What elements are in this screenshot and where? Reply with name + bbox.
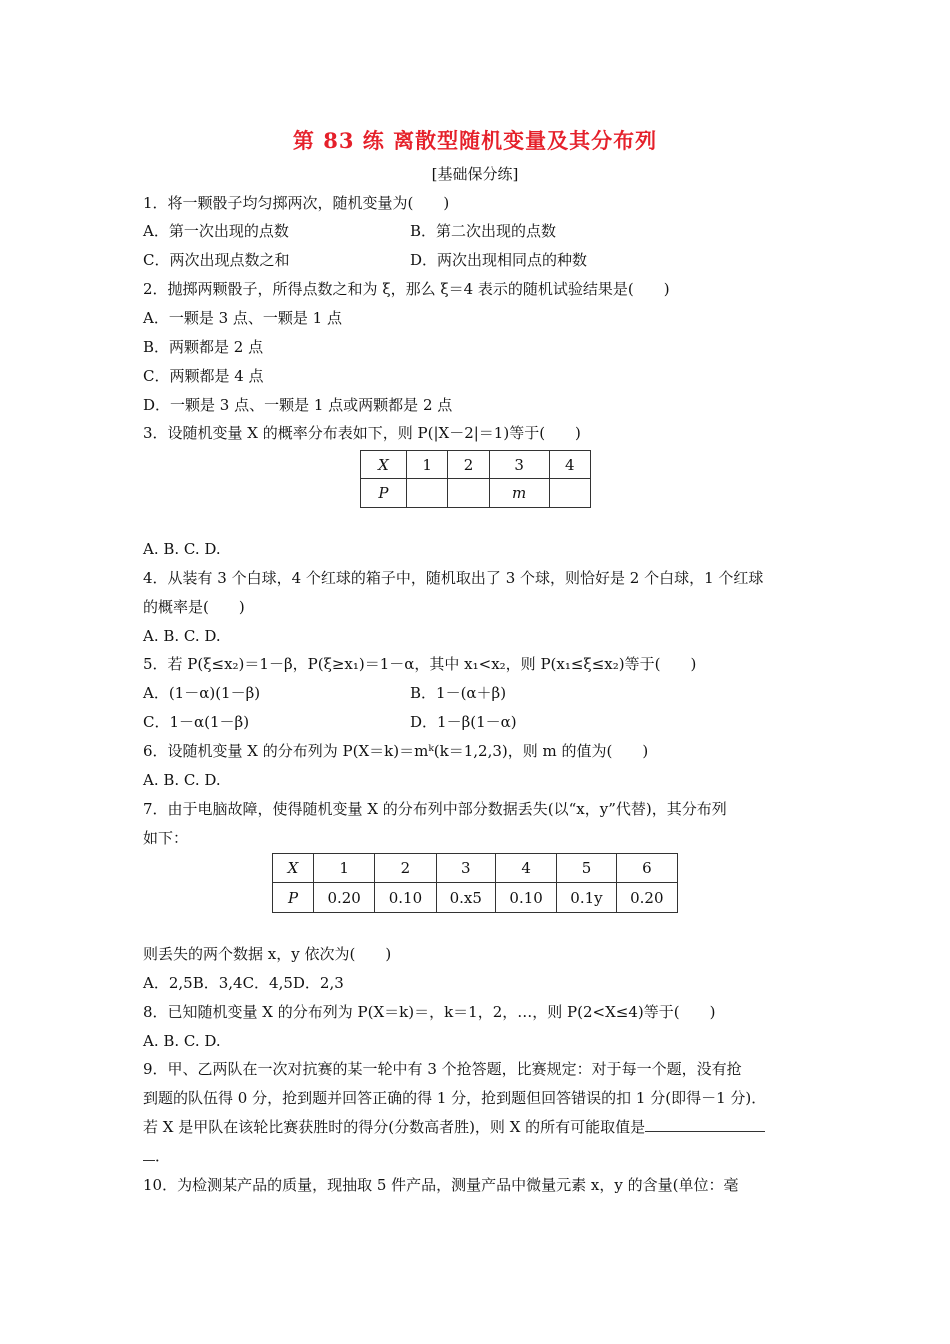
question-7-stem-line-2: 如下：	[143, 829, 189, 847]
table-cell: P	[361, 479, 407, 508]
question-5-option-b: B．1－(α＋β)	[410, 684, 507, 702]
question-8-stem: 8．已知随机变量 X 的分布列为 P(X＝k)＝，k＝1，2，…，则 P(2<X≤4)等于( )	[143, 1003, 716, 1021]
question-4-options: A. B. C. D.	[143, 627, 221, 645]
table-cell: 1	[314, 854, 375, 883]
table-row	[273, 883, 678, 913]
question-3-stem: 3．设随机变量 X 的概率分布表如下，则 P(|X－2|＝1)等于( )	[143, 424, 581, 442]
question-10-line-1: 10．为检测某产品的质量，现抽取 5 件产品，测量产品中微量元素 x，y 的含量(单位：毫	[143, 1176, 739, 1194]
question-1-option-a: A．第一次出现的点数	[143, 222, 289, 240]
question-3-options: A. B. C. D.	[143, 540, 221, 558]
question-5-option-d: D．1－β(1－α)	[410, 713, 517, 731]
question-6-options: A. B. C. D.	[143, 771, 221, 789]
table-row	[361, 451, 591, 479]
question-9-line-3-text: 若 X 是甲队在该轮比赛获胜时的得分(分数高者胜)，则 X 的所有可能取值是	[143, 1118, 646, 1136]
table-cell: 2	[448, 451, 489, 479]
question-3-distribution-table	[360, 450, 591, 508]
answer-blank[interactable]	[645, 1117, 765, 1132]
section-subtitle: [基础保分练]	[431, 165, 519, 183]
question-9-line-4	[143, 1146, 170, 1166]
question-4-stem-line-1: 4．从装有 3 个白球，4 个红球的箱子中，随机取出了 3 个球，则恰好是 2 个白球，1 个红球	[143, 569, 764, 587]
question-7-stem-line-1: 7．由于电脑故障，使得随机变量 X 的分布列中部分数据丢失(以“x，y”代替)，其分布列	[143, 800, 727, 818]
table-cell: 1	[406, 451, 447, 479]
question-5-option-a: A．(1－α)(1－β)	[143, 684, 261, 702]
table-cell: 0.x5	[436, 883, 495, 913]
question-1-option-c: C．两次出现点数之和	[143, 251, 290, 269]
table-cell: P	[273, 883, 314, 913]
question-2-option-d: D．一颗是 3 点、一颗是 1 点或两颗都是 2 点	[143, 396, 453, 414]
question-9-line-3	[143, 1117, 765, 1137]
page-title: 第 83 练 离散型随机变量及其分布列	[292, 128, 658, 153]
question-2-option-c: C．两颗都是 4 点	[143, 367, 264, 385]
table-cell: X	[361, 451, 407, 479]
question-1-stem: 1．将一颗骰子均匀掷两次，随机变量为( )	[143, 194, 450, 212]
question-2-option-b: B．两颗都是 2 点	[143, 338, 264, 356]
table-cell	[448, 479, 489, 508]
table-cell: 4	[495, 854, 556, 883]
question-5-option-c: C．1－α(1－β)	[143, 713, 250, 731]
question-7-distribution-table	[272, 853, 678, 913]
table-cell: 0.10	[375, 883, 436, 913]
table-cell: 0.10	[495, 883, 556, 913]
question-7-stem-line-3: 则丢失的两个数据 x，y 依次为( )	[143, 945, 392, 963]
table-cell: 5	[557, 854, 616, 883]
question-9-line-2: 到题的队伍得 0 分，抢到题并回答正确的得 1 分，抢到题但回答错误的扣 1 分(即得－1 分)．	[143, 1089, 767, 1107]
table-cell: 6	[616, 854, 677, 883]
question-2-option-a: A．一颗是 3 点、一颗是 1 点	[143, 309, 342, 327]
question-8-options: A. B. C. D.	[143, 1032, 221, 1050]
question-1-option-b: B．第二次出现的点数	[410, 222, 557, 240]
table-cell: 3	[436, 854, 495, 883]
question-7-options: A．2,5B．3,4C．4,5D．2,3	[143, 974, 344, 992]
table-cell: X	[273, 854, 314, 883]
question-5-stem: 5．若 P(ξ≤x₂)＝1－β，P(ξ≥x₁)＝1－α，其中 x₁<x₂，则 P(x₁≤ξ≤x₂)等于( )	[143, 655, 697, 673]
table-cell: 4	[549, 451, 590, 479]
question-6-stem: 6．设随机变量 X 的分布列为 P(X＝k)＝mᵏ(k＝1,2,3)，则 m 的值为( )	[143, 742, 649, 760]
table-cell: 3	[489, 451, 549, 479]
table-cell	[406, 479, 447, 508]
question-9-line-1: 9．甲、乙两队在一次对抗赛的某一轮中有 3 个抢答题，比赛规定：对于每一个题，没有抢	[143, 1060, 742, 1078]
table-cell: 0.20	[616, 883, 677, 913]
table-row	[361, 479, 591, 508]
question-1-option-d: D．两次出现相同点的种数	[410, 251, 588, 269]
answer-blank-continued[interactable]	[143, 1146, 155, 1161]
question-4-stem-line-2: 的概率是( )	[143, 598, 245, 616]
table-cell: 0.20	[314, 883, 375, 913]
table-cell	[549, 479, 590, 508]
table-cell: m	[489, 479, 549, 508]
question-2-stem: 2．抛掷两颗骰子，所得点数之和为 ξ，那么 ξ＝4 表示的随机试验结果是( )	[143, 280, 670, 298]
table-cell: 2	[375, 854, 436, 883]
table-row	[273, 854, 678, 883]
table-cell: 0.1y	[557, 883, 616, 913]
question-9-line-4-period: ．	[155, 1147, 171, 1165]
